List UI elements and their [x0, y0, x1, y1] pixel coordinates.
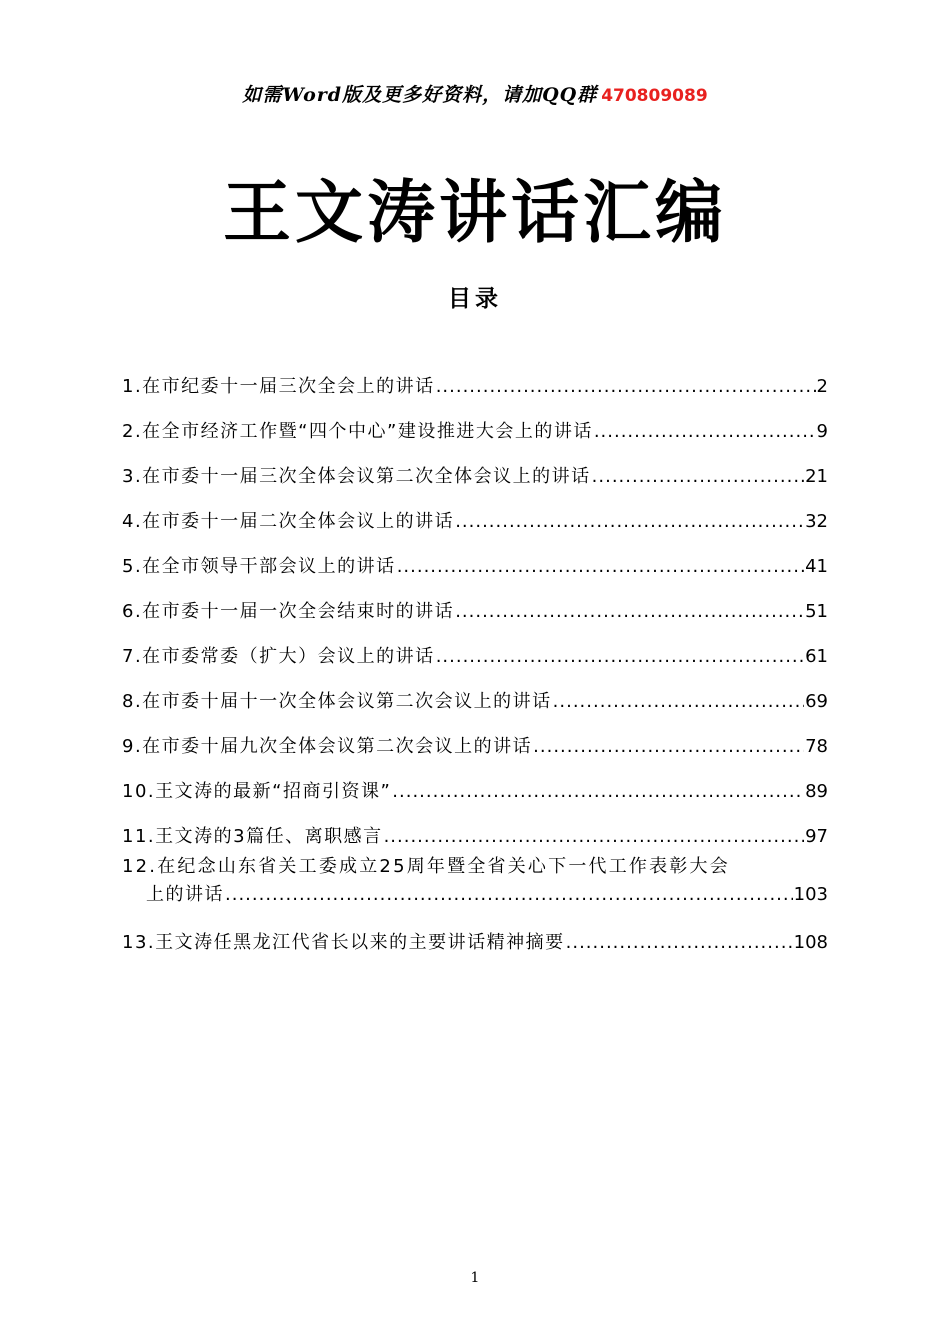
- toc-entry-page: 51: [805, 601, 828, 622]
- toc-entry-page: 89: [805, 781, 828, 802]
- toc-entry-1[interactable]: [122, 372, 828, 417]
- toc-entry-page: 2: [816, 376, 828, 397]
- toc-entry-2[interactable]: [122, 417, 828, 462]
- toc-entry-10[interactable]: [122, 777, 828, 822]
- toc-entry-page: 61: [805, 646, 828, 667]
- toc-entry-title-line1: 12.在纪念山东省关工委成立25周年暨全省关心下一代工作表彰大会: [122, 856, 730, 877]
- toc-entry-8[interactable]: [122, 687, 828, 732]
- toc-entry-title-line2: 上的讲话: [146, 884, 224, 905]
- toc-entry-page: 78: [805, 736, 828, 757]
- toc-entry-6[interactable]: [122, 597, 828, 642]
- toc-leader-dots: [436, 376, 816, 397]
- toc-entry-3[interactable]: [122, 462, 828, 507]
- toc-entry-page: 97: [805, 826, 828, 847]
- toc-entry-page: 21: [805, 466, 828, 487]
- qq-group-number: 470809089: [601, 86, 708, 106]
- toc-heading: 目录: [448, 286, 502, 312]
- toc-leader-dots: [455, 511, 804, 532]
- toc-leader-dots: [225, 880, 793, 910]
- toc-leader-dots: [436, 646, 804, 667]
- toc-entry-12[interactable]: [122, 854, 828, 910]
- toc-leader-dots: [533, 736, 804, 757]
- toc-leader-dots: [594, 421, 816, 442]
- toc-entry-page: 69: [805, 691, 828, 712]
- toc-entry-11[interactable]: [122, 822, 828, 854]
- toc-leader-dots: [392, 781, 804, 802]
- toc-leader-dots: [384, 826, 805, 847]
- toc-entry-9[interactable]: [122, 732, 828, 777]
- toc-leader-dots: [455, 601, 804, 622]
- toc-entry-page: 108: [793, 932, 828, 953]
- toc-entry-title: 2.在全市经济工作暨“四个中心”建设推进大会上的讲话: [122, 421, 593, 442]
- toc-entry-title: 6.在市委十一届一次全会结束时的讲话: [122, 601, 455, 622]
- toc-leader-dots: [397, 556, 804, 577]
- document-title: 王文涛讲话汇编: [222, 173, 727, 253]
- toc-entry-page: 103: [793, 884, 828, 905]
- toc-entry-page: 41: [805, 556, 828, 577]
- toc-leader-dots: [592, 466, 804, 487]
- promo-header: [0, 80, 950, 107]
- toc-entry-title: 3.在市委十一届三次全体会议第二次全体会议上的讲话: [122, 466, 591, 487]
- toc-entry-title: 8.在市委十届十一次全体会议第二次会议上的讲话: [122, 691, 552, 712]
- promo-text: 如需Word版及更多好资料，请加QQ群: [242, 84, 598, 106]
- toc-entry-title: 10.王文涛的最新“招商引资课”: [122, 781, 392, 802]
- table-of-contents: [122, 372, 828, 973]
- toc-entry-page: 32: [805, 511, 828, 532]
- toc-entry-title: 9.在市委十届九次全体会议第二次会议上的讲话: [122, 736, 533, 757]
- toc-entry-4[interactable]: [122, 507, 828, 552]
- toc-entry-line2: [122, 880, 828, 910]
- toc-entry-title: 7.在市委常委（扩大）会议上的讲话: [122, 646, 435, 667]
- toc-entry-title: 13.王文涛任黑龙江代省长以来的主要讲话精神摘要: [122, 932, 565, 953]
- toc-entry-page: 9: [816, 421, 828, 442]
- toc-entry-13[interactable]: [122, 928, 828, 973]
- page-number: 1: [470, 1270, 480, 1286]
- toc-entry-title: 5.在全市领导干部会议上的讲话: [122, 556, 396, 577]
- toc-leader-dots: [553, 691, 804, 712]
- toc-entry-5[interactable]: [122, 552, 828, 597]
- toc-entry-title: 1.在市纪委十一届三次全会上的讲话: [122, 376, 435, 397]
- toc-entry-title: 11.王文涛的3篇任、离职感言: [122, 826, 383, 847]
- toc-entry-title: 4.在市委十一届二次全体会议上的讲话: [122, 511, 455, 532]
- toc-leader-dots: [566, 932, 793, 953]
- toc-entry-7[interactable]: [122, 642, 828, 687]
